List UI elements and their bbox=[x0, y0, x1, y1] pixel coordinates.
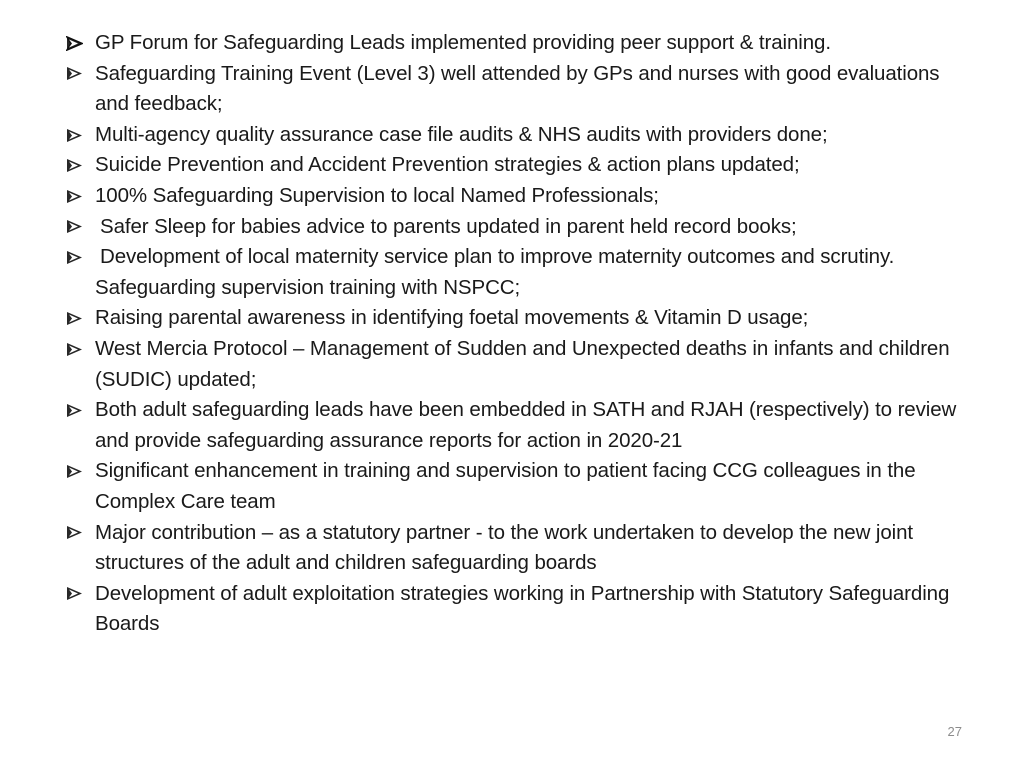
arrow-bullet-icon bbox=[66, 303, 95, 334]
arrow-bullet-icon bbox=[66, 120, 95, 151]
arrow-bullet-icon bbox=[66, 212, 95, 243]
bullet-item bbox=[66, 59, 976, 120]
bullet-list bbox=[66, 28, 976, 640]
bullet-text: Multi-agency quality assurance case file audits & NHS audits with providers done; bbox=[95, 122, 828, 146]
arrow-bullet-icon bbox=[66, 456, 95, 487]
bullet-text: Major contribution – as a statutory partner - to the work undertaken to develop the new joint structures of the adult and children safeguarding boards bbox=[95, 520, 913, 575]
bullet-item bbox=[66, 242, 976, 303]
arrow-bullet-icon bbox=[66, 28, 95, 59]
bullet-item bbox=[66, 120, 976, 151]
bullet-item bbox=[66, 518, 976, 579]
bullet-text: Development of adult exploitation strategies working in Partnership with Statutory Safeguarding Boards bbox=[95, 581, 950, 636]
arrow-bullet-icon bbox=[66, 334, 95, 365]
arrow-bullet-icon bbox=[66, 395, 95, 426]
bullet-item bbox=[66, 334, 976, 395]
bullet-text: Raising parental awareness in identifying foetal movements & Vitamin D usage; bbox=[95, 306, 809, 330]
bullet-item bbox=[66, 150, 976, 181]
bullet-item bbox=[66, 303, 976, 334]
bullet-text: West Mercia Protocol – Management of Sudden and Unexpected deaths in infants and children (SUDIC) updated; bbox=[95, 336, 950, 391]
arrow-bullet-icon bbox=[66, 242, 95, 273]
bullet-text: Both adult safeguarding leads have been embedded in SATH and RJAH (respectively) to review and provide safeguarding assurance reports for action in 2020-21 bbox=[95, 398, 957, 452]
bullet-item bbox=[66, 456, 976, 517]
bullet-text: Safeguarding Training Event (Level 3) well attended by GPs and nurses with good evaluations and feedback; bbox=[95, 61, 940, 116]
bullet-item bbox=[66, 579, 976, 640]
arrow-bullet-icon bbox=[66, 59, 95, 90]
bullet-item bbox=[66, 28, 976, 59]
bullet-text: Development of local maternity service plan to improve maternity outcomes and scrutiny. Safeguarding supervision training with NSPCC; bbox=[95, 245, 895, 299]
arrow-bullet-icon bbox=[66, 150, 95, 181]
bullet-item bbox=[66, 181, 976, 212]
bullet-text: Significant enhancement in training and supervision to patient facing CCG colleagues in the Complex Care team bbox=[95, 459, 916, 513]
arrow-bullet-icon bbox=[66, 181, 95, 212]
bullet-item bbox=[66, 395, 976, 456]
bullet-item bbox=[66, 212, 976, 243]
arrow-bullet-icon bbox=[66, 579, 95, 610]
bullet-text: 100% Safeguarding Supervision to local Named Professionals; bbox=[95, 183, 659, 207]
bullet-text: GP Forum for Safeguarding Leads implemented providing peer support & training. bbox=[95, 31, 831, 54]
bullet-text: Safer Sleep for babies advice to parents updated in parent held record books; bbox=[100, 214, 797, 238]
bullet-text: Suicide Prevention and Accident Prevention strategies & action plans updated; bbox=[95, 153, 800, 177]
arrow-bullet-icon bbox=[66, 518, 95, 549]
page-number: 27 bbox=[947, 724, 962, 739]
